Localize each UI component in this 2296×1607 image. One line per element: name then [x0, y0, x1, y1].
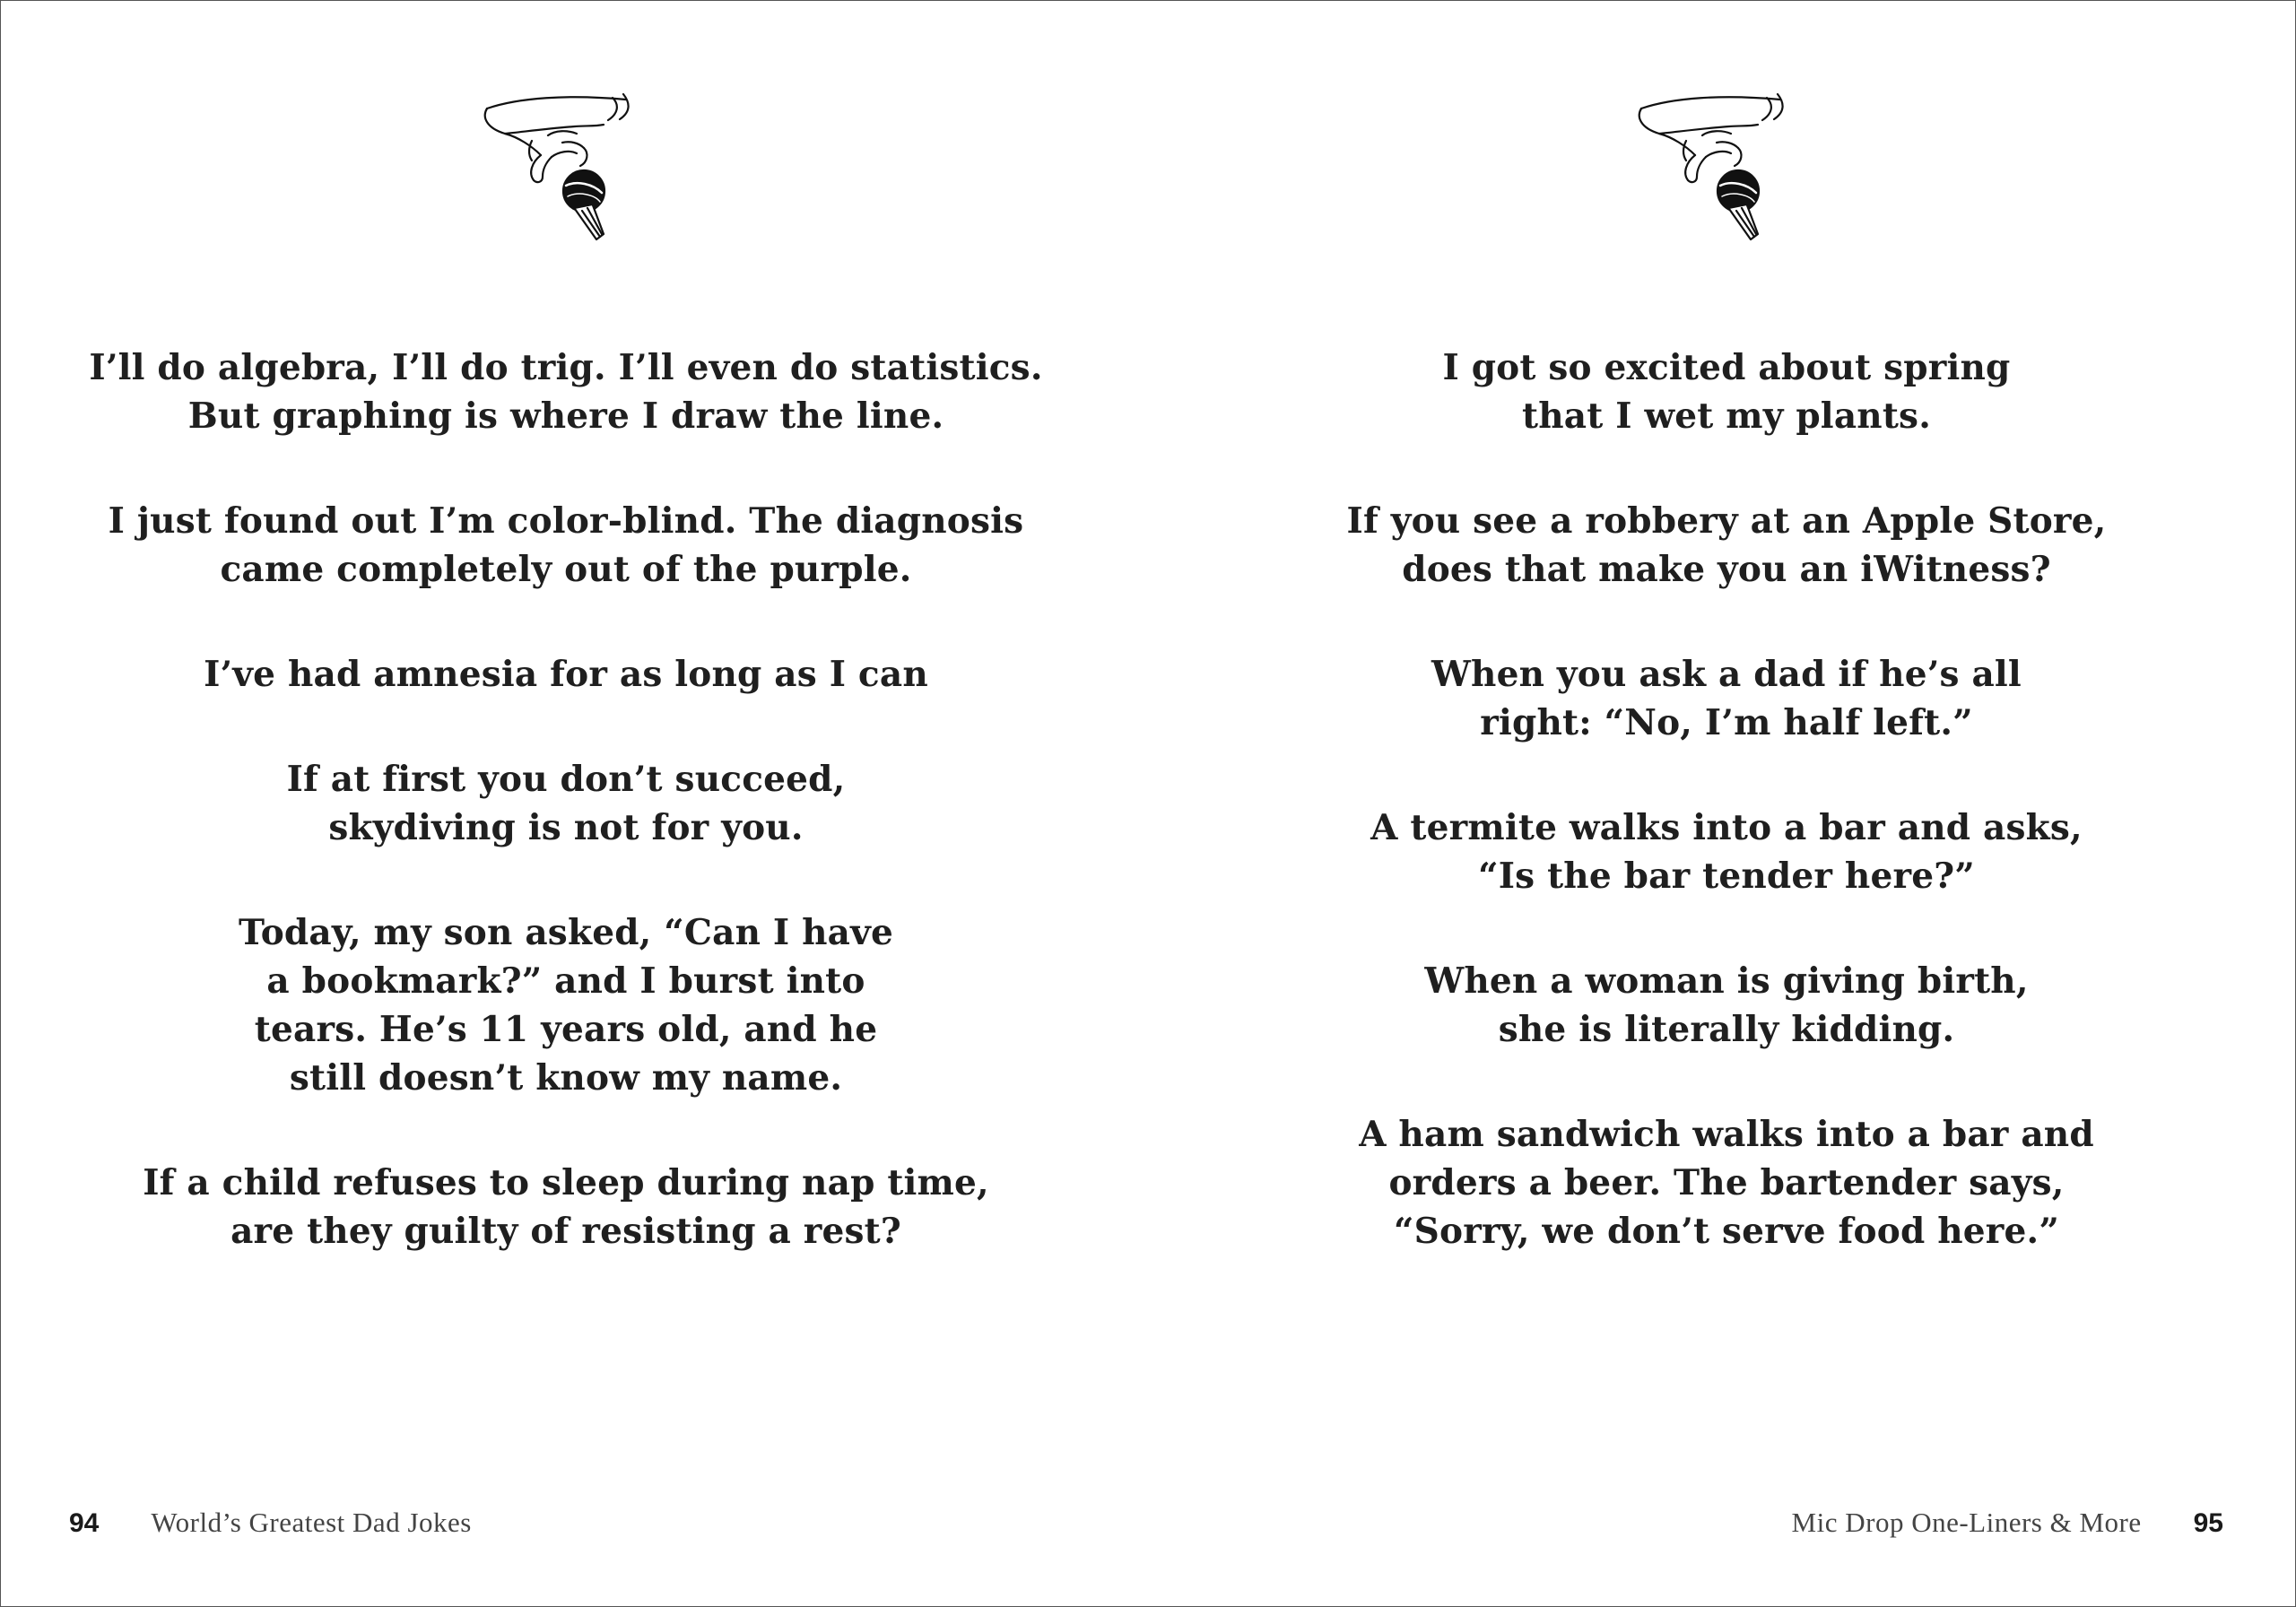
- page-footer: [69, 1505, 472, 1541]
- joke: If you see a robbery at an Apple Store, does that make you an iWitness?: [1346, 500, 2107, 590]
- page-footer: [1792, 1505, 2223, 1541]
- running-head: World’s Greatest Dad Jokes: [151, 1507, 472, 1538]
- joke: If a child refuses to sleep during nap time, are they guilty of resisting a rest?: [143, 1162, 989, 1252]
- running-head: Mic Drop One-Liners & More: [1791, 1507, 2142, 1538]
- right-page: [1148, 1, 2295, 1606]
- joke: When a woman is giving birth, she is literally kidding.: [1424, 960, 2029, 1050]
- joke: Today, my son asked, “Can I have a bookmark?” and I burst into tears. He’s 11 years old, and he still doesn’t know my name.: [238, 912, 894, 1099]
- mic-drop-hand-icon: [1623, 91, 1803, 243]
- joke: A termite walks into a bar and asks, “Is the bar tender here?”: [1370, 807, 2083, 897]
- joke-list: [1233, 343, 2220, 1312]
- joke: A ham sandwich walks into a bar and orders a beer. The bartender says, “Sorry, we don’t serve food here.”: [1359, 1114, 2094, 1252]
- left-page: [1, 1, 1148, 1606]
- joke: If at first you don’t succeed, skydiving is not for you.: [286, 759, 846, 848]
- page-number: 95: [2193, 1508, 2223, 1538]
- page-number: 94: [69, 1508, 100, 1538]
- mic-drop-hand-icon: [469, 91, 648, 243]
- joke: I’ll do algebra, I’ll do trig. I’ll even do statistics. But graphing is where I draw the line.: [89, 347, 1043, 437]
- joke: I’ve had amnesia for as long as I can: [204, 654, 928, 695]
- joke-list: [73, 343, 1059, 1312]
- joke: I got so excited about spring that I wet my plants.: [1442, 347, 2011, 437]
- joke: When you ask a dad if he’s all right: “No, I’m half left.”: [1431, 654, 2022, 743]
- joke: I just found out I’m color-blind. The diagnosis came completely out of the purple.: [108, 500, 1024, 590]
